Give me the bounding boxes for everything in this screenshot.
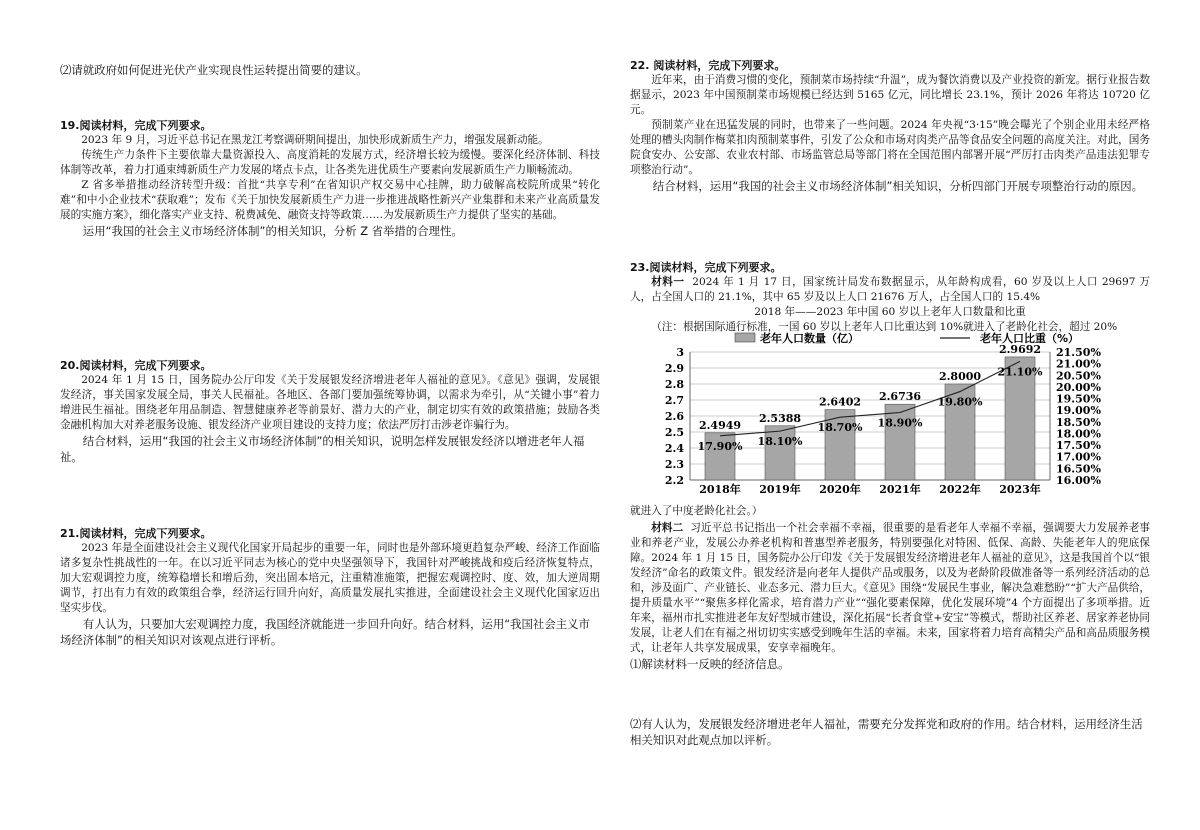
q21-para-1: 2023 年是全面建设社会主义现代化国家开局起步的重要一年，同时也是外部环境更趋复杂严峻、经济工作面临诸多复杂性挑战性的一年。在以习近平同志为核心的党中央坚强领导下，我国针对严峻挑战和疫后经济恢复特点，加大宏观调控力度，统筹稳增长和增后劲，突出固本培元，注重精准施策，把握宏观调控时、度、效，加大逆周期调节，打出有力有效的政策组合拳，经济运行回升向好，高质量发展扎实推进，全面建设社会主义现代化国家迈出坚实步伐。 (60, 542, 600, 614)
y-right-tick-label: 21.50% (1056, 346, 1101, 359)
bar-value-label: 2.8000 (938, 370, 982, 383)
q20-question: 结合材料，运用“我国的社会主义市场经济体制”的相关知识，说明怎样发展银发经济以增进老年人福祉。 (60, 434, 585, 464)
x-tick-label: 2021年 (879, 483, 921, 496)
q22-heading: 22. 阅读材料，完成下列要求。 (630, 59, 786, 72)
q23-material-1 (630, 275, 1150, 305)
legend-bar-swatch (735, 333, 755, 342)
legend-bar-label: 老年人口数量（亿） (760, 332, 859, 345)
bar (765, 426, 795, 480)
q19-para-2: 传统生产力条件下主要依靠大量资源投入、高度消耗的发展方式，经济增长较为缓慢。要深化经济体制、科技体制等改革，着力打通束缚新质生产力发展的堵点卡点，让各类先进优质生产要素向发展新质生产力顺畅流动。 (60, 149, 600, 176)
x-tick-label: 2023年 (999, 483, 1041, 496)
line-value-label: 18.90% (877, 416, 923, 430)
question-20 (60, 358, 600, 465)
q19-para-1: 2023 年 9 月，习近平总书记在黑龙江考察调研期间提出，加快形成新质生产力，增强发展新动能。 (81, 134, 549, 146)
q21-question: 有人认为，只要加大宏观调控力度，我国经济就能进一步回升向好。结合材料，运用“我国社会主义市场经济体制”的相关知识对该观点进行评析。 (60, 617, 590, 647)
bar-value-label: 2.5388 (758, 411, 802, 425)
y-right-tick-label: 20.00% (1056, 380, 1101, 394)
q23-subquestion-2: ⑵有人认为，发展银发经济增进老年人福祉，需要充分发挥党和政府的作用。结合材料，运用经济生活相关知识对此观点加以评析。 (630, 717, 1143, 747)
x-tick-label: 2020年 (819, 483, 861, 496)
y-right-tick-label: 18.50% (1056, 415, 1101, 429)
y-right-tick-label: 16.50% (1056, 462, 1101, 476)
chart-svg (650, 330, 1120, 500)
q21-heading: 21.阅读材料，完成下列要求。 (60, 527, 212, 540)
q22-question: 结合材料，运用“我国的社会主义市场经济体制”相关知识，分析四部门开展专项整治行动的原因。 (652, 179, 1144, 193)
y-left-tick-label: 2.9 (664, 362, 684, 375)
question-23 (630, 260, 1150, 335)
q22-para-2: 预制菜产业在迅猛发展的同时，也带来了一些问题。2024 年央视“3·15”晚会曝光了个别企业用未经严格处理的槽头肉制作梅菜扣肉预制菜事件，引发了公众和市场对肉类产品等食品安全问题的高度关注。对此，国务院食安办、公安部、农业农村部、市场监管总局等部门将在全国范围内部署开展“严厉打击肉类产品违法犯罪专项整治行动”。 (630, 119, 1150, 176)
question-21 (60, 526, 600, 648)
y-right-tick-label: 17.50% (1056, 439, 1101, 453)
y-left-tick-label: 2.2 (664, 474, 684, 487)
chart-title: 2018 年——2023 年中国 60 岁以上老年人口数量和比重 (754, 306, 1026, 318)
y-right-tick-label: 16.00% (1056, 474, 1101, 487)
q23-m2-text: 习近平总书记指出一个社会幸福不幸福，很重要的是看老年人幸福不幸福，强调要大力发展养老事业和养老产业，发展公办养老机构和普惠型养老服务，特别要强化对特困、低保、高龄、失能老年人的兜底保障。2024 年 1 月 15 日，国务院办公厅印发《关于发展银发经济增进老年人福祉的意见》，这是我国首个以“银发经济”命名的政策文件。银发经济是向老年人提供产品或服务，以及为老龄阶段做准备等一系列经济活动的总和，涉及面广、产业链长、业态多元、潜力巨大。《意见》围绕“发展民生事业，解决急难愁盼”“扩大产品供给，提升质量水平”“聚焦多样化需求，培育潜力产业”“强化要素保障，优化发展环境”4 个方面提出了多项举措。近年来，福州市扎实推进老年友好型城市建设，深化拓展“长者食堂+安宝”等模式，帮助社区养老、居家养老协同发展，让老人们在有福之州切切实实感受到晚年生活的幸福。未来，国家将着力培育高精尖产品和高品质服务模式，让老年人共享发展成果，安享幸福晚年。 (630, 522, 1150, 654)
q23-heading: 23.阅读材料，完成下列要求。 (630, 261, 782, 274)
x-tick-label: 2018年 (699, 483, 741, 496)
q19-para-3: Z 省多举措推动经济转型升级：首批“共享专利”在省知识产权交易中心挂牌，助力破解高校院所成果“转化难”和中小企业技术“获取难”；发布《关于加快发展新质生产力进一步推进战略性新兴产业集群和未来产业高质量发展的实施方案》，细化落实产业支持、税费减免、融资支持等政策……为发展新质生产力提供了坚实的基础。 (60, 179, 600, 221)
q20-heading: 20.阅读材料，完成下列要求。 (60, 359, 212, 372)
x-tick-label: 2019年 (759, 483, 801, 496)
q22-para-1: 近年来，由于消费习惯的变化，预制菜市场持续“升温”，成为餐饮消费以及产业投资的新宠。据行业报告数据显示，2023 年中国预制菜市场规模已经达到 5165 亿元，同比增长 23.1%，预计 2026 年将达 10720 亿元。 (630, 74, 1150, 116)
y-left-tick-label: 2.6 (664, 410, 684, 423)
line-value-label: 17.90% (697, 439, 743, 453)
y-right-tick-label: 21.00% (1056, 357, 1101, 371)
q20-para-1: 2024 年 1 月 15 日，国务院办公厅印发《关于发展银发经济增进老年人福祉的意见》。《意见》强调，发展银发经济，事关国家发展全局，事关人民福祉。各地区、各部门要加强统筹协调，以需求为牵引，从“关键小事”着力增进民生福祉。围绕老年用品制造、智慧健康养老等前景好、潜力大的产业，制定切实有效的政策措施；鼓励各类金融机构加大对养老服务设施、银发经济产业项目建设的支持力度；依法严厉打击涉老诈骗行为。 (60, 374, 600, 431)
line-value-label: 18.10% (757, 435, 803, 449)
y-left-tick-label: 3 (676, 346, 684, 359)
bar-value-label: 2.6736 (878, 390, 922, 404)
q23-material-2 (630, 521, 1150, 656)
y-left-tick-label: 2.7 (664, 394, 684, 407)
y-right-tick-label: 18.00% (1056, 427, 1101, 441)
q23-note-2: 就进入了中度老龄化社会。） (630, 505, 763, 517)
q23-m1-label: 材料一 (651, 276, 685, 288)
y-right-tick-label: 20.50% (1056, 369, 1101, 383)
question-22 (630, 58, 1150, 194)
y-left-tick-label: 2.4 (664, 442, 684, 455)
y-left-tick-label: 2.5 (664, 426, 684, 439)
q23-m2-label: 材料二 (651, 522, 684, 534)
q23-m1-text: 2024 年 1 月 17 日，国家统计局发布数据显示，从年龄构成看，60 岁及以上人口 29697 万人，占全国人口的 21.1%，其中 65 岁及以上人口 21676 万人，占全国人口的 15.4% (630, 276, 1150, 303)
bar-value-label: 2.4949 (698, 418, 742, 432)
y-left-tick-label: 2.3 (664, 458, 684, 471)
bar-value-label: 2.9692 (998, 342, 1042, 356)
x-tick-label: 2022年 (939, 483, 981, 496)
y-right-tick-label: 19.50% (1056, 392, 1101, 406)
q19-question: 运用“我国的社会主义市场经济体制”的相关知识，分析 Z 省举措的合理性。 (82, 224, 463, 238)
legend-line-label: 老年人口比重（%） (980, 332, 1080, 345)
elderly-population-chart (650, 330, 1120, 500)
q18-subquestion-2: ⑵请就政府如何促进光伏产业实现良性运转提出简要的建议。 (60, 63, 368, 77)
q23-note: （注：根据国际通行标准，一国 60 岁以上老年人口比重达到 10%就进入了老龄化社会，超过 20% (651, 321, 1118, 333)
bar-value-label: 2.6402 (818, 395, 862, 409)
line-value-label: 18.70% (817, 421, 863, 435)
y-left-tick-label: 2.8 (664, 378, 684, 391)
q19-heading: 19.阅读材料，完成下列要求。 (60, 119, 212, 132)
question-19 (60, 118, 600, 239)
line-value-label: 19.80% (937, 395, 983, 409)
line-value-label: 21.10% (997, 365, 1043, 379)
q23-subquestion-1: ⑴解读材料一反映的经济信息。 (630, 657, 790, 671)
y-right-tick-label: 19.00% (1056, 404, 1101, 418)
y-right-tick-label: 17.00% (1056, 450, 1101, 464)
q23-continued (630, 504, 1150, 672)
